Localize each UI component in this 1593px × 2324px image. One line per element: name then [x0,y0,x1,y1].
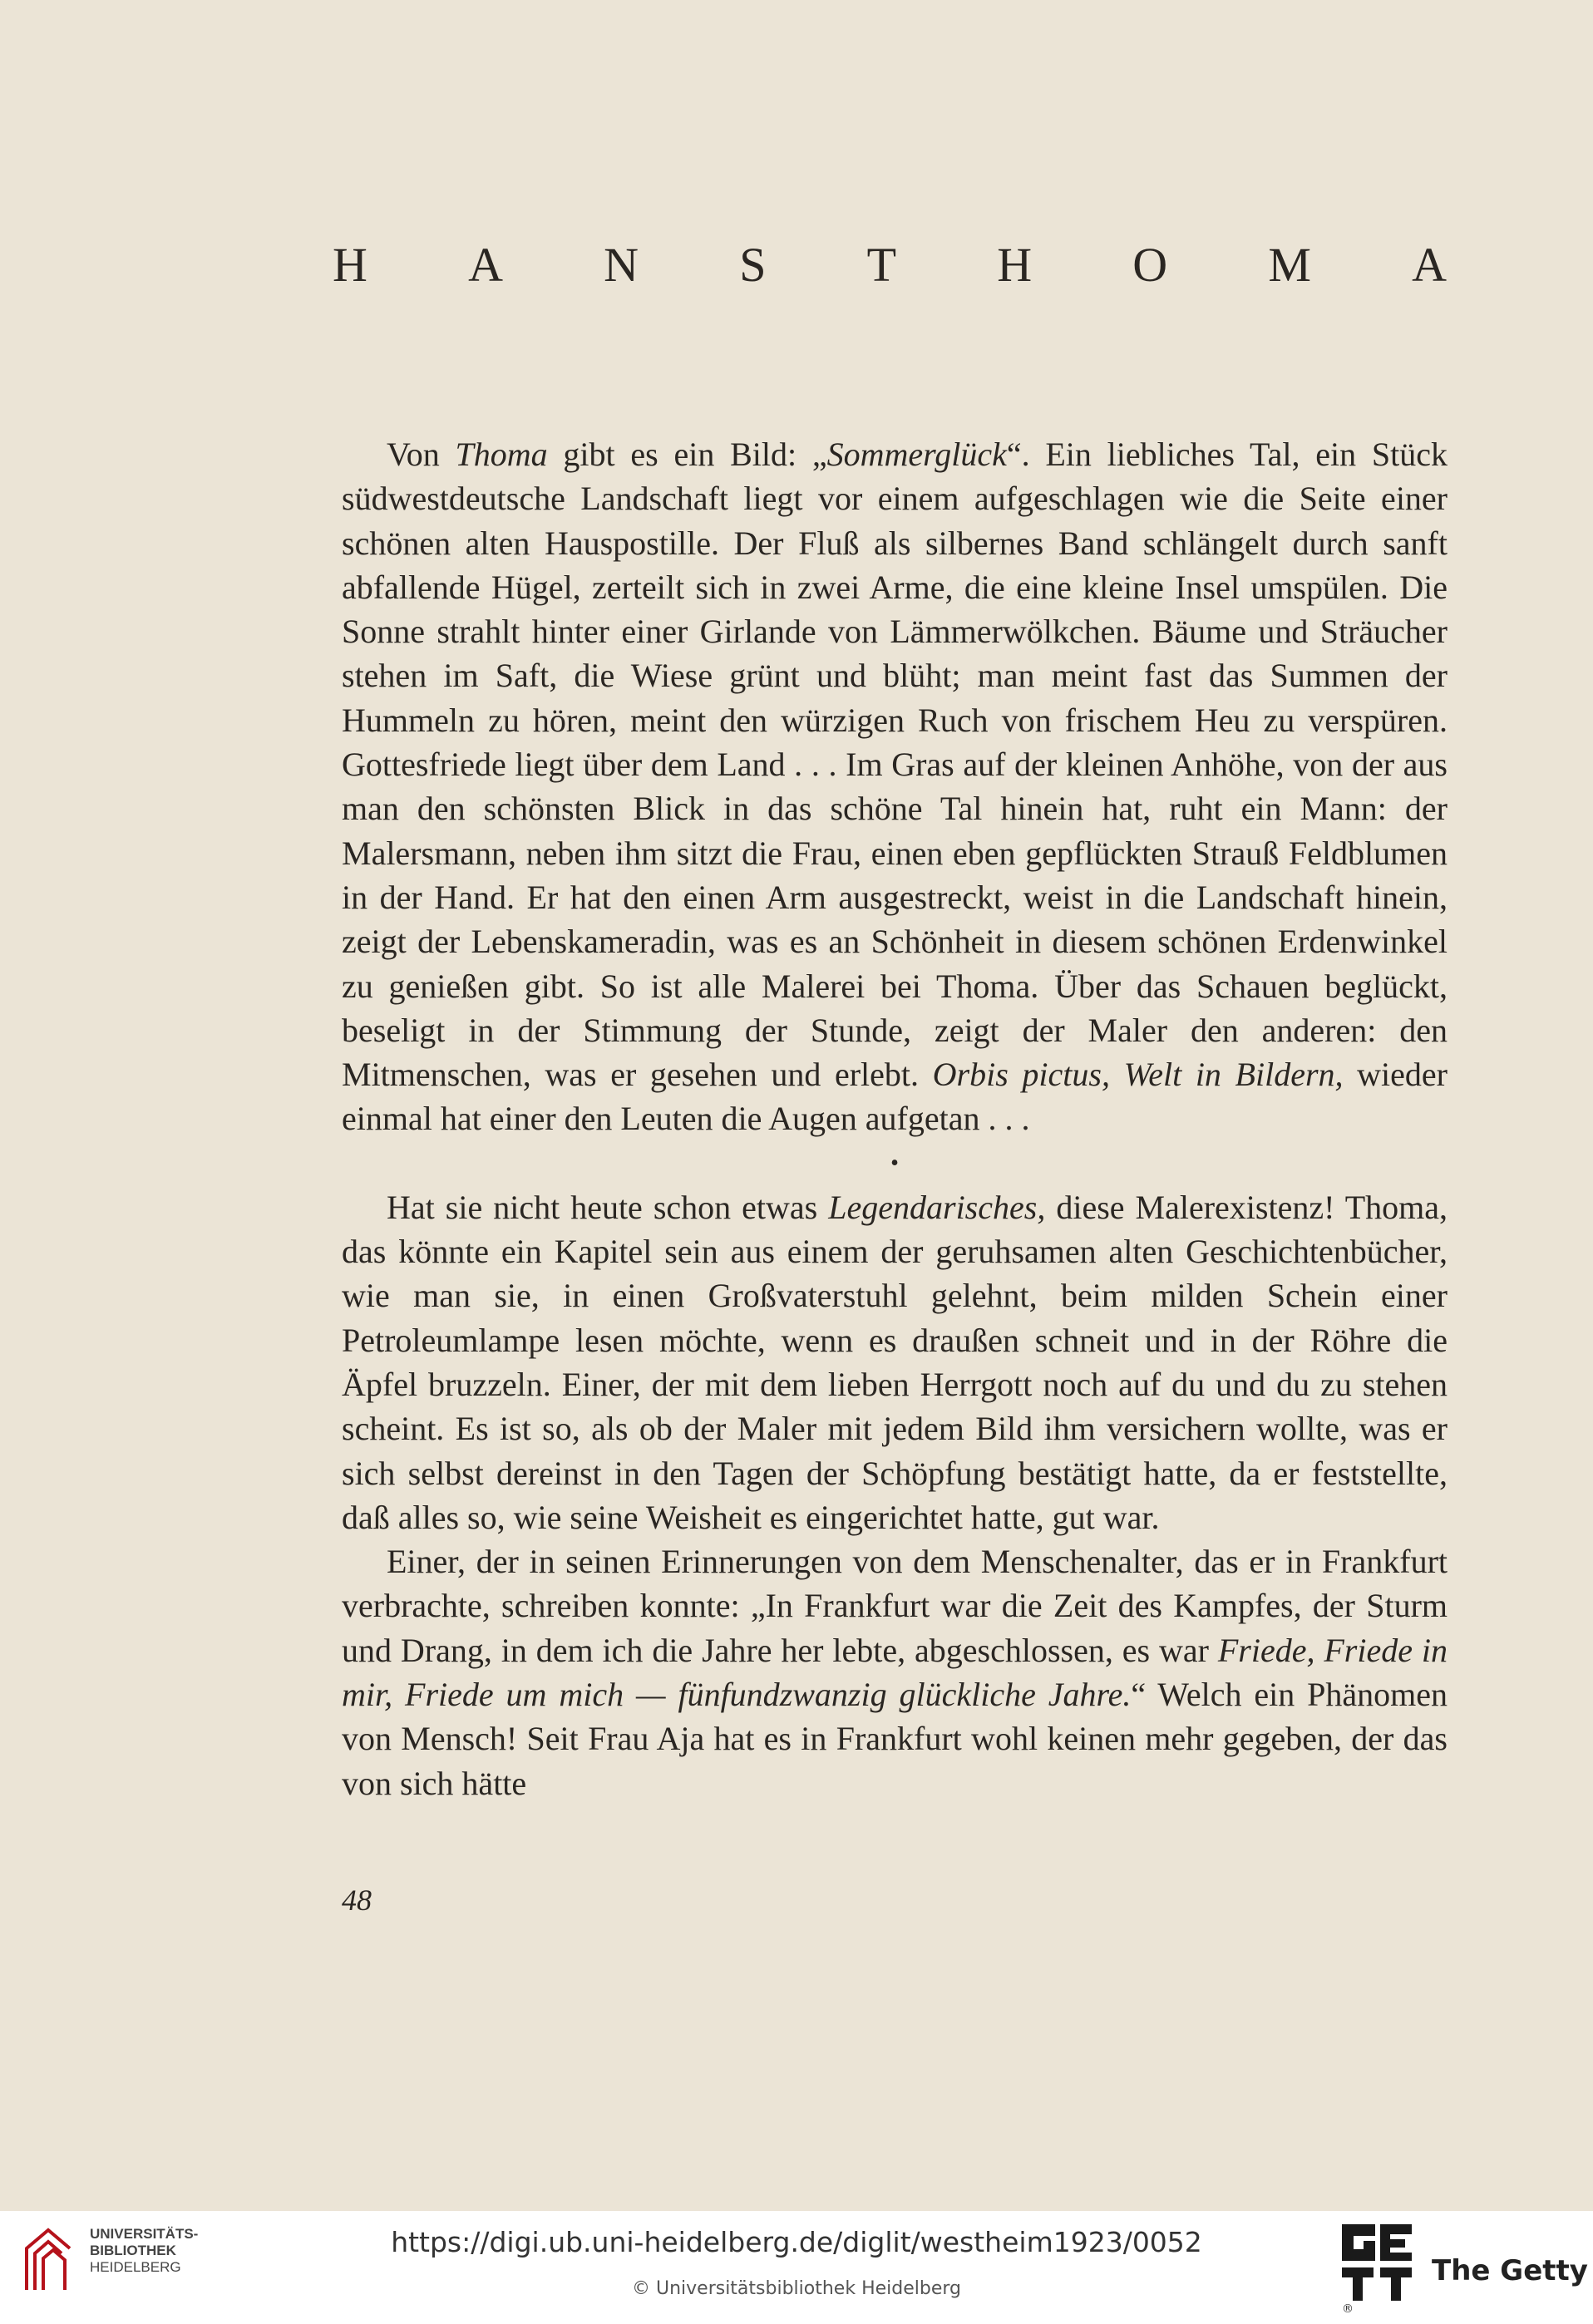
university-library-name: UNIVERSITÄTS- BIBLIOTHEK HEIDELBERG [90,2226,199,2275]
title-letter: A [468,238,503,292]
registered-mark: ® [1342,2302,1354,2316]
title-letter: H [333,238,367,292]
title-letter: S [739,238,767,292]
permalink-url[interactable]: https://digi.ub.uni-heidelberg.de/diglit/westheim1923/0052 [391,2226,1202,2258]
page-number: 48 [342,1883,372,1917]
title-letter: A [1412,238,1447,292]
paragraph-2: Hat sie nicht heute schon etwas Legendarisches, diese Malerexistenz! Thoma, das könnte ein Kapitel sein aus einem der geruhsamen alten Geschichtenbücher, wie man sie, in einen Großvaterstuhl gelehnt, beim milden Schein einer Petroleumlampe lesen möchte, wenn es draußen schneit und in der Röhre die Äpfel bruzzeln. Einer, der mit dem lieben Herrgott noch auf du und du zu stehen scheint. Es ist so, als ob der Maler mit jedem Bild ihm versichern wollte, was er sich selbst dereinst in den Tagen der Schöpfung bestätigt hatte, da er feststellte, daß alles so, wie seine Weisheit es eingerichtet hatte, gut war. [342,1188,1448,1536]
paragraph-3: Einer, der in seinen Erinnerungen von dem Menschenalter, das er in Frankfurt verbrachte, schreiben konnte: „In Frankfurt war die Zeit des Kampfes, der Sturm und Drang, in dem ich die Jahre her lebte, abgeschlossen, es war Friede, Friede in mir, Friede um mich — fünfundzwanzig glückliche Jahre.“ Welch ein Phänomen von Mensch! Seit Frau Aja hat es in Frankfurt wohl keinen mehr gegeben, der das von sich hätte [342,1543,1448,1802]
title-letter: H [997,238,1033,292]
title-letter: T [866,238,897,292]
getty-logo-icon [1339,2221,1415,2304]
paragraph-1: Von Thoma gibt es ein Bild: „Sommerglück“. Ein liebliches Tal, ein Stück südwestdeutsche Landschaft liegt vor einem aufgeschlagen wie die Seite einer schönen alten Hauspostille. Der Fluß als silbernes Band schlängelt durch sanft abfallende Hügel, zerteilt sich in zwei Arme, die eine kleine Insel umspülen. Die Sonne strahlt hinter einer Girlande von Lämmerwölkchen. Bäume und Sträucher stehen im Saft, die Wiese grünt und blüht; man meint fast das Summen der Hummeln zu hören, meint den würzigen Ruch von frischem Heu zu verspüren. Gottesfriede liegt über dem Land . . . Im Gras auf der kleinen Anhöhe, von der aus man den schönsten Blick in das schöne Tal hinein hat, ruht ein Mann: der Malersmann, neben ihm sitzt die Frau, einen eben gepflückten Strauß Feldblumen in der Hand. Er hat den einen Arm ausgestreckt, weist in die Landschaft hinein, zeigt der Lebenskameradin, was es an Schönheit in diesem schönen Erdenwinkel zu genießen gibt. So ist alle Malerei bei Thoma. Über das Schauen beglückt, beseligt in der Stimmung der Stunde, zeigt der Maler den anderen: den Mitmenschen, was er gesehen und erlebt. Orbis pictus, Welt in Bildern, wieder einmal hat einer den Leuten die Augen aufgetan . . . [342,436,1448,1138]
title-letter: O [1132,238,1168,292]
title-letter: M [1268,238,1311,292]
copyright-notice: © Universitätsbibliothek Heidelberg [631,2278,961,2299]
body-text [342,432,1448,1805]
section-separator: • [890,1150,899,1176]
title-letter: N [604,238,639,292]
getty-name: The Getty [1432,2254,1588,2287]
page-title [333,237,1447,293]
